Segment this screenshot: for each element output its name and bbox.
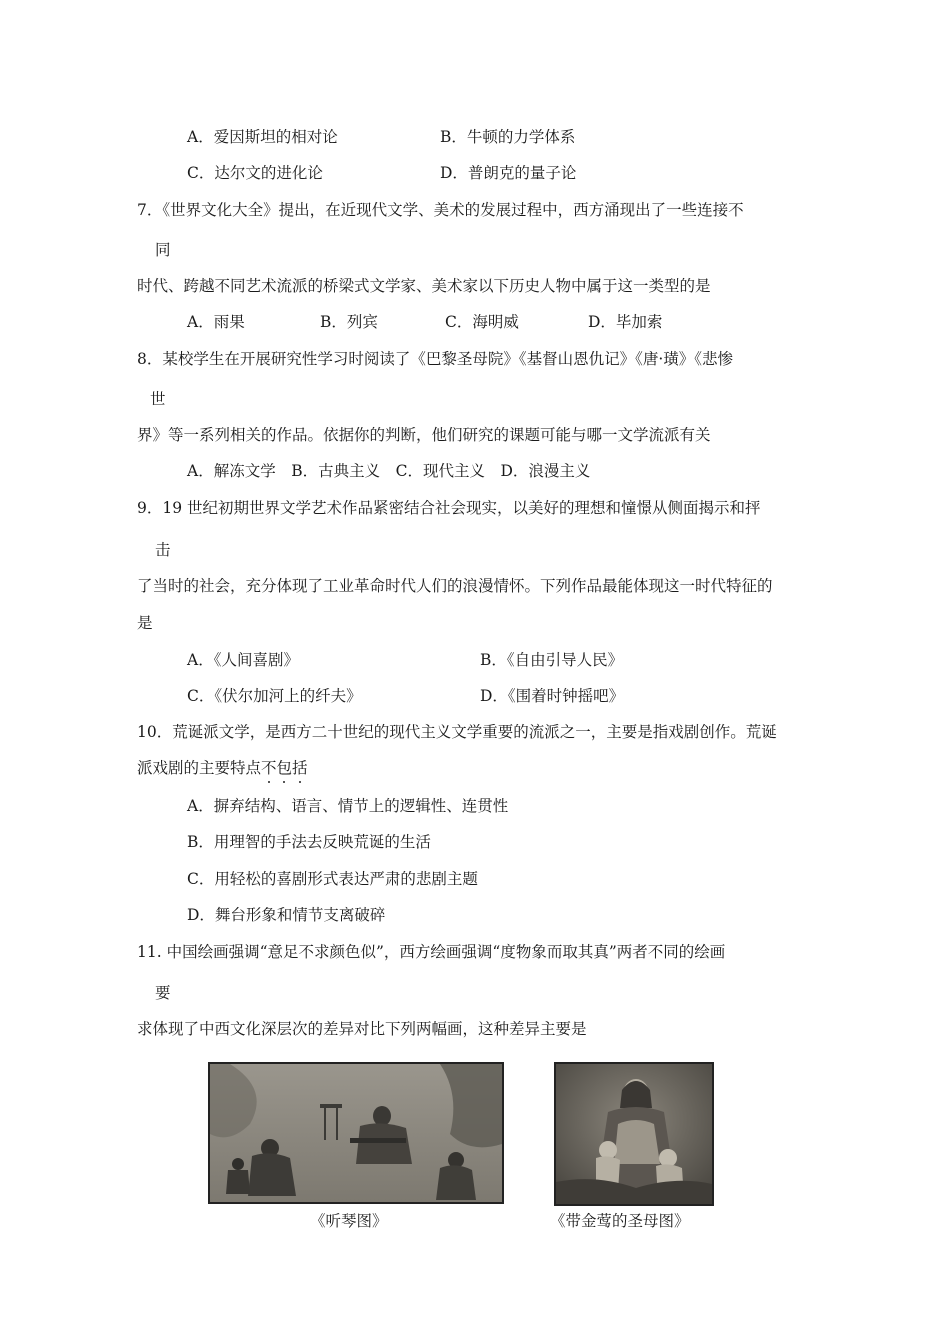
q10-option-d: D．舞台形象和情节支离破碎 (187, 906, 386, 924)
q10-option-a: A．摒弃结构、语言、情节上的逻辑性、连贯性 (187, 797, 509, 815)
q9-option-b: B．《自由引导人民》 (480, 651, 624, 669)
painting-madonna-goldfinch (554, 1062, 714, 1206)
q9-option-d: D．《围着时钟摇吧》 (480, 687, 625, 705)
q8-options: A．解冻文学 B．古典主义 C．现代主义 D．浪漫主义 (187, 462, 591, 480)
q7-stem-line2: 同 (155, 241, 171, 259)
q9-stem-line3: 了当时的社会，充分体现了工业革命时代人们的浪漫情怀。下列作品最能体现这一时代特征的 (137, 577, 773, 595)
q6-option-c: C．达尔文的进化论 (187, 164, 323, 182)
q6-option-d: D．普朗克的量子论 (440, 164, 577, 182)
q9-option-a: A．《人间喜剧》 (187, 651, 299, 669)
q11-stem-line1: 11. 中国绘画强调“意足不求颜色似”，西方绘画强调“度物象而取其真”两者不同的绘画 (137, 943, 726, 961)
q10-option-b: B．用理智的手法去反映荒诞的生活 (187, 833, 431, 851)
q7-stem-line3: 时代、跨越不同艺术流派的桥梁式文学家、美术家以下历史人物中属于这一类型的是 (137, 277, 711, 295)
q9-stem-line1: 9．19 世纪初期世界文学艺术作品紧密结合社会现实，以美好的理想和憧憬从侧面揭示和抨 (137, 499, 761, 517)
q8-stem-line3: 界》等一系列相关的作品。依据你的判断，他们研究的课题可能与哪一文学流派有关 (137, 426, 711, 444)
q8-stem-line1: 8．某校学生在开展研究性学习时阅读了《巴黎圣母院》《基督山恩仇记》《唐·璜》《悲惨 (137, 350, 734, 368)
q10-stem-line2-prefix: 派戏剧的主要特点 (137, 759, 262, 777)
q11-stem-line3: 求体现了中西文化深层次的差异对比下列两幅画，这种差异主要是 (137, 1020, 587, 1038)
q9-stem-line2: 击 (155, 541, 171, 559)
q6-option-b: B．牛顿的力学体系 (440, 128, 576, 146)
q7-option-b: B．列宾 (320, 313, 378, 331)
q7-option-a: A．雨果 (187, 313, 245, 331)
q10-stem-line1: 10．荒诞派文学，是西方二十世纪的现代主义文学重要的流派之一，主要是指戏剧创作。荒诞 (137, 723, 777, 741)
q10-option-c: C．用轻松的喜剧形式表达严肃的悲剧主题 (187, 870, 478, 888)
q9-stem-line4: 是 (137, 614, 153, 632)
painting-madonna-goldfinch-image (556, 1064, 712, 1204)
q10-emphasis-char-2: 包 (276, 759, 293, 777)
q6-option-a: A．爱因斯坦的相对论 (187, 128, 338, 146)
painting-caption-listening-to-qin: 《听琴图》 (310, 1212, 388, 1230)
q7-stem-line1: 7．《世界文化大全》提出，在近现代文学、美术的发展过程中，西方涌现出了一些连接不 (137, 201, 744, 219)
q11-stem-line2: 要 (155, 984, 171, 1002)
q10-emphasis-char-3: 括 (292, 759, 308, 777)
painting-listening-to-qin-image (210, 1064, 502, 1202)
q9-option-c: C．《伏尔加河上的纤夫》 (187, 687, 362, 705)
q10-emphasis-char-1: 不 (261, 759, 277, 777)
painting-listening-to-qin (208, 1062, 504, 1204)
q7-option-d: D．毕加索 (588, 313, 663, 331)
q8-stem-line2: 世 (150, 390, 166, 408)
painting-caption-madonna-goldfinch: 《带金莺的圣母图》 (550, 1212, 690, 1230)
q10-stem-line2 (137, 758, 308, 778)
q7-option-c: C．海明威 (445, 313, 519, 331)
